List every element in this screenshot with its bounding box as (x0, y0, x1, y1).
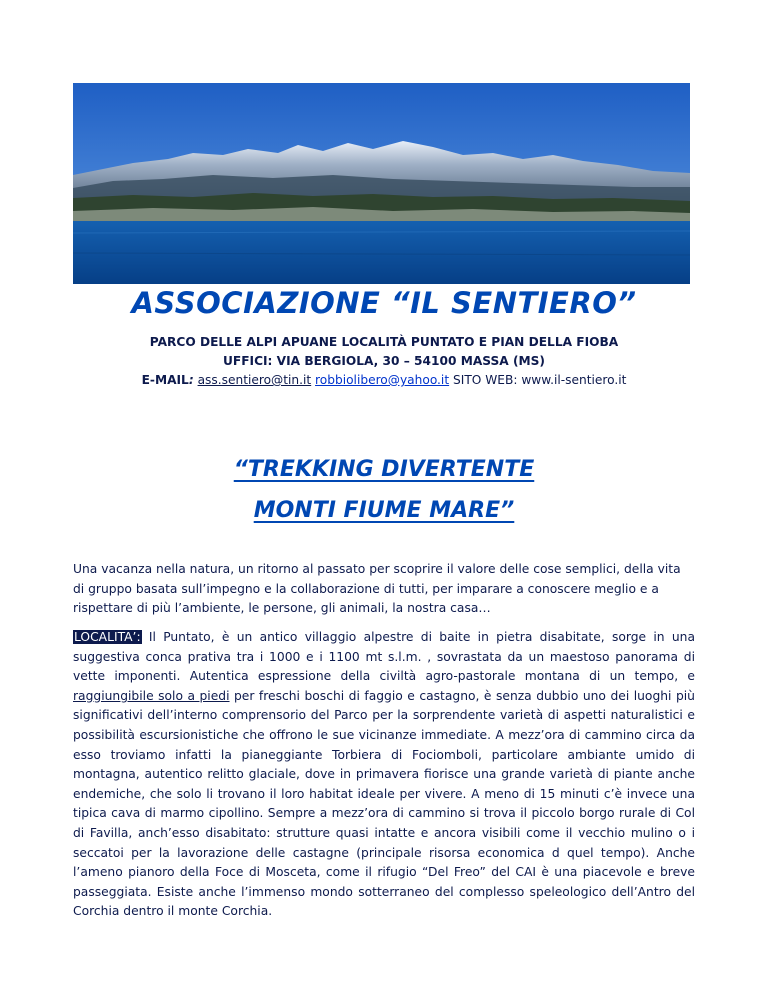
trek-title-text-1: “TREKKING DIVERTENTE (233, 457, 535, 482)
location-text-underlined: raggiungibile solo a piedi (73, 688, 230, 703)
location-text-2: per freschi boschi di faggio e castagno, è senza dubbio uno dei luoghi più significativi dell’interno comprensorio del Parco per la sorprendente varietà di aspetti naturalistici e possibilità escursionistiche che offrono le sue vicinanze immediate. A mezz’ora di cammino circa da esso troviamo infatti la pianeggiante Torbiera di Fociomboli, particolare ambiante umido di montagna, autentico relitto glaciale, dove in primavera fiorisce una grande varietà di piante anche endemiche, che solo li trovano il loro habitat ideale per vivere. A meno di 15 minuti c’è invece una tipica cava di marmo cipollino. Sempre a mezz’ora di cammino si trova il piccolo borgo rurale di Col di Favilla, anch’esso disabitato: strutture quasi intatte e ancora visibili come il vecchio mulino o i seccatoi per la lavorazione delle castagne (principale risorsa economica d quel tempo). Anche l’ameno pianoro della Foce di Mosceta, come il rifugio “Del Freo” del CAI è una piacevole e breve passeggiata. Esiste anche l’immenso mondo sotterraneo del complesso speleologico dell’Antro del Corchia dentro il monte Corchia. (73, 688, 695, 919)
website-label: SITO WEB: www.il-sentiero.it (452, 373, 627, 387)
contacts-line (0, 373, 768, 387)
mountain-sea-landscape-image (73, 83, 690, 284)
association-title: ASSOCIAZIONE “IL SENTIERO” (131, 286, 637, 320)
header-photo (73, 83, 690, 284)
office-address-line: UFFICI: VIA BERGIOLA, 30 – 54100 MASSA (MS) (223, 354, 545, 368)
trek-title-text-2: MONTI FIUME MARE” (253, 498, 515, 523)
email-link-2[interactable]: robbiolibero@yahoo.it (315, 373, 450, 387)
location-paragraph (73, 628, 695, 922)
trek-title-line-2 (0, 498, 768, 523)
email-colon: : (188, 373, 194, 387)
location-label: LOCALITA’: (74, 630, 141, 644)
email-label: E-MAIL (141, 373, 189, 387)
location-text-1: Il Puntato, è un antico villaggio alpestre di baite in pietra disabitate, sorge in una suggestiva conca prativa tra i 1000 e i 1100 mt s.l.m. , sovrastata da un maestoso panorama di vette imponenti. Autentica espressione della civiltà agro-pastorale montana di un tempo, e (73, 630, 695, 684)
email-link-1[interactable]: ass.sentiero@tin.it (197, 373, 312, 387)
intro-paragraph: Una vacanza nella natura, un ritorno al passato per scoprire il valore delle cose semplici, della vita di gruppo basata sull’impegno e la collaborazione di tutti, per imparare a conoscere meglio e a rispettare di più l’ambiente, le persone, gli animali, la nostra casa… (73, 562, 681, 616)
park-location-line: PARCO DELLE ALPI APUANE LOCALITÀ PUNTATO E PIAN DELLA FIOBA (149, 335, 619, 349)
trek-title-line-1 (0, 457, 768, 482)
